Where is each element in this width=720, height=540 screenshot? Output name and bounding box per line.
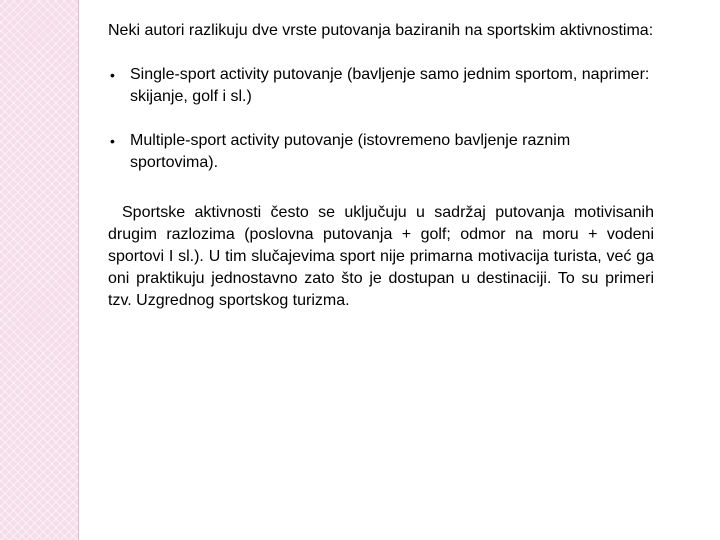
decorative-side-band <box>0 0 79 540</box>
bullet-text: Multiple-sport activity putovanje (istovremeno bavljenje raznim sportovima). <box>130 132 571 171</box>
bullet-marker: • <box>110 67 115 83</box>
bullet-marker: • <box>110 133 115 149</box>
bullet-text: Single-sport activity putovanje (bavljenje samo jednim sportom, naprimer: skijanje, golf i sl.) <box>130 66 650 105</box>
slide-content <box>108 20 654 312</box>
bullet-list <box>108 64 654 174</box>
intro-text: Neki autori razlikuju dve vrste putovanja baziranih na sportskim aktivnostima: <box>108 22 654 39</box>
bullet-item-single-sport <box>108 64 654 108</box>
bullet-item-multiple-sport <box>108 130 654 174</box>
body-paragraph: Sportske aktivnosti često se uključuju u sadržaj putovanja motivisanih drugim razlozima (poslovna putovanja + golf; odmor na moru + vodeni sportovi I sl.). U tim slučajevima sport nije primarna motivacija turista, već ga oni praktikuju jednostavno zato što je dostupan u destinaciji. To su primeri tzv. Uzgrednog sportskog turizma. <box>108 204 654 309</box>
